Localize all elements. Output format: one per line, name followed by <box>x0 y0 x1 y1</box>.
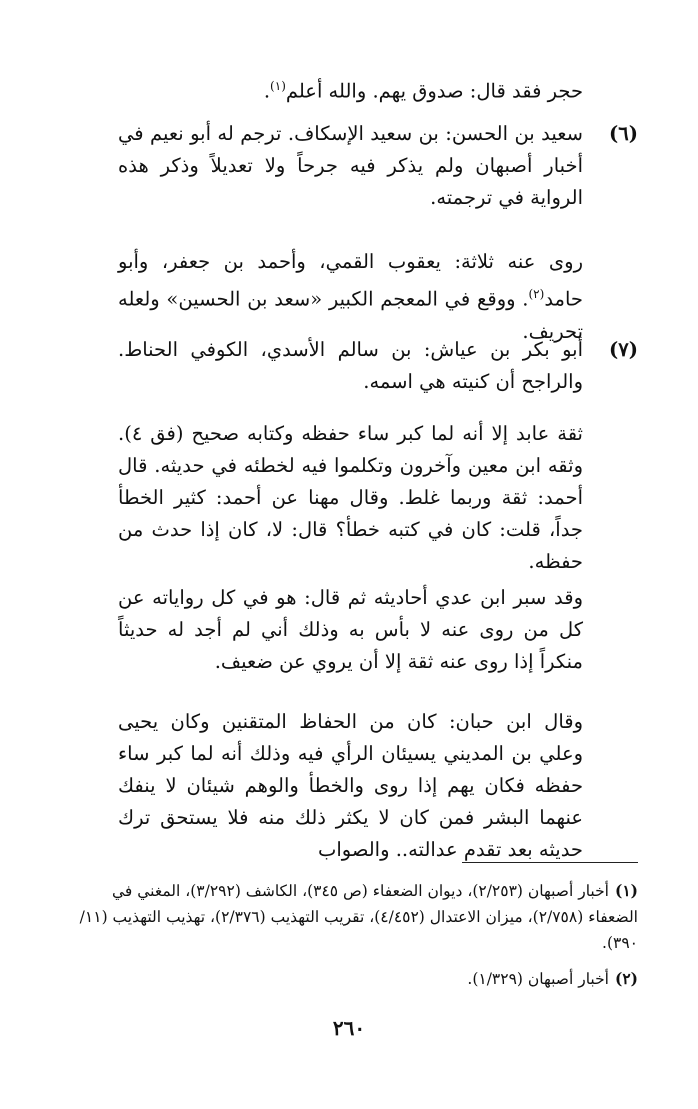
entry-number-7: (٧) <box>609 338 638 361</box>
entry-6-text: سعيد بن الحسن: بن سعيد الإسكاف. ترجم له أبو نعيم في أخبار أصبهان ولم يذكر فيه جرحاً ولا تعديلاً وذكر هذه الرواية في ترجمته. <box>118 122 583 209</box>
paragraph-intro: حجر فقد قال: صدوق يهم. والله أعلم$^{(١)}$. <box>263 79 583 103</box>
footnote-1: (١)أخبار أصبهان (٢/٢٥٣)، ديوان الضعفاء (ص ٣٤٥)، الكاشف (٣/٢٩٢)، المغني في الضعفاء (٢/٧٥٨)، ميزان الاعتدال (٤/٤٥٢)، تقريب التهذيب (٢/٣٧٦)، تهذيب التهذيب (١١/ ٣٩٠). <box>79 881 638 952</box>
footnote-2: (٢)أخبار أصبهان (١/٣٢٩). <box>467 969 638 988</box>
footnote-ref-1[interactable]: (١) <box>270 79 286 93</box>
page-number: ٢٦٠ <box>332 1016 366 1040</box>
paragraph-ibn-adi: وقد سبر ابن عدي أحاديثه ثم قال: هو في كل رواياته عن كل من روى عنه لا بأس به وذلك أني لم أجد له حديثاً منكراً إذا روى عنه ثقة إلا أن يروي عن ضعيف. <box>118 586 583 673</box>
entry-number-6: (٦) <box>609 122 638 145</box>
paragraph-narrators: روى عنه ثلاثة: يعقوب القمي، وأحمد بن جعفر، وأبو حامد$^{(٢)}$. ووقع في المعجم الكبير «سعد بن الحسين» ولعله تحريف. <box>118 250 583 343</box>
paragraph-ibn-hibban: وقال ابن حبان: كان من الحفاظ المتقنين وكان يحيى وعلي بن المديني يسيئان الرأي فيه وذلك أنه لما كبر ساء حفظه فكان يهم إذا روى والخطأ والوهم شيئان لا ينفك عنهما البشر فمن كان لا يكثر ذلك منه فلا يستحق ترك حديثه بعد تقدم عدالته.. والصواب <box>118 710 583 861</box>
footnote-ref-2[interactable]: (٢) <box>528 287 545 301</box>
entry-7-text: أبو بكر بن عياش: بن سالم الأسدي، الكوفي الحناط. والراجح أن كنيته هي اسمه. <box>118 338 583 393</box>
paragraph-thiqa: ثقة عابد إلا أنه لما كبر ساء حفظه وكتابه صحيح (فق ٤). وثقه ابن معين وآخرون وتكلموا فيه لخطئه في حديثه. قال أحمد: ثقة وربما غلط. وقال مهنا عن أحمد: كثير الخطأ جداً، قلت: كان في كتبه خطأ؟ قال: لا، كان إذا حدث من حفظه. <box>118 422 583 573</box>
footnote-divider <box>462 862 638 863</box>
